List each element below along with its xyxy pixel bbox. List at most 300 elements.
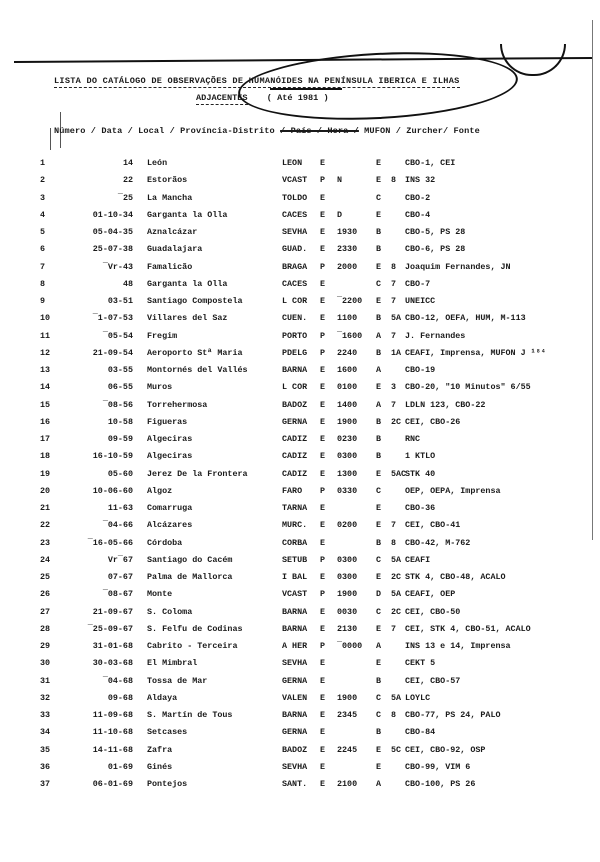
row-source: CBO-20, "10 Minutos" 6/55 [405, 382, 531, 393]
table-row [0, 676, 600, 693]
row-mufon: A [376, 365, 382, 375]
row-number: 22 [40, 520, 51, 531]
row-date: 06-01-69 [92, 779, 133, 789]
row-local: Santiago do Cacém [147, 554, 233, 565]
row-mufon: B [376, 675, 382, 686]
row-province: VALEN [282, 692, 308, 703]
row-number: 24 [40, 554, 51, 565]
row-source: Joaquim Fernandes, JN [405, 261, 511, 272]
row-source: 1 KTLO [405, 451, 436, 462]
row-date: ¯25-09-67 [87, 623, 133, 634]
row-date: 14-11-68 [92, 744, 133, 755]
row-source: CBO-5, PS 28 [405, 227, 466, 237]
table-row [0, 158, 600, 175]
table-row [0, 503, 600, 520]
row-country: E [320, 451, 326, 462]
row-source: CBO-36 [405, 503, 436, 513]
row-source: CBO-19 [405, 365, 436, 375]
row-province: GUAD. [282, 244, 308, 255]
row-hour: ¯0000 [337, 641, 363, 651]
row-mufon: E [376, 761, 382, 772]
row-local: Zafra [147, 744, 173, 755]
row-mufon: E [376, 658, 382, 669]
row-hour: 2100 [337, 779, 358, 789]
row-mufon: E [376, 158, 382, 168]
row-date: 10-58 [107, 416, 133, 427]
row-mufon: E [376, 520, 382, 531]
row-hour: 2345 [337, 710, 358, 720]
row-date: 03-51 [107, 296, 133, 306]
row-local: Estorãos [147, 175, 188, 186]
subtitle-text: ADJACENTES [196, 93, 248, 103]
row-date: 07-67 [107, 572, 133, 582]
subtitle-date: ( Até 1981 ) [266, 93, 329, 103]
table-row [0, 624, 600, 641]
row-mufon: C [376, 554, 382, 565]
row-local: Aznalcázar [147, 227, 198, 237]
row-source: CBO-77, PS 24, PALO [405, 710, 501, 720]
row-mufon: E [376, 296, 382, 306]
row-local: Torrehermosa [147, 399, 208, 410]
row-hour: 0300 [337, 554, 358, 565]
row-mufon: E [376, 209, 382, 220]
row-mufon: B [376, 434, 382, 444]
row-province: CADIZ [282, 451, 308, 462]
row-number: 25 [40, 572, 51, 582]
row-local: S. Coloma [147, 606, 193, 617]
table-row [0, 451, 600, 468]
row-local: Famalicão [147, 261, 193, 272]
row-source: CEAFI, Imprensa, MUFON J ¹⁸⁴ [405, 347, 546, 358]
row-mufon: D [376, 589, 382, 600]
row-country: E [320, 244, 326, 255]
row-date: 11-09-68 [92, 710, 133, 720]
row-local: Muros [147, 382, 173, 393]
row-local: Montornés del Vallés [147, 365, 248, 375]
row-mufon: C [376, 606, 382, 617]
row-province: LEON [282, 158, 303, 168]
row-source: CEI, CBO-41 [405, 520, 461, 531]
row-mufon: C [376, 485, 382, 496]
row-hour: 1930 [337, 227, 358, 237]
row-country: P [320, 485, 326, 496]
row-source: CBO-7 [405, 278, 431, 289]
row-zurcher: 8 [391, 261, 397, 272]
row-mufon: A [376, 330, 382, 341]
row-province: SANT. [282, 779, 308, 789]
row-source: CEI, CBO-92, OSP [405, 744, 486, 755]
row-number: 10 [40, 313, 51, 324]
table-row [0, 400, 600, 417]
row-province: PDELG [282, 347, 308, 358]
row-date: 16-10-59 [92, 451, 133, 462]
row-local: Algoz [147, 485, 173, 496]
row-number: 19 [40, 468, 51, 479]
table-row [0, 607, 600, 624]
row-country: P [320, 554, 326, 565]
row-hour: 2330 [337, 244, 358, 255]
row-number: 32 [40, 692, 51, 703]
row-source: LOYLC [405, 692, 431, 703]
row-province: L COR [282, 382, 308, 393]
table-row [0, 710, 600, 727]
row-date: 01-10-34 [92, 209, 133, 220]
row-local: La Mancha [147, 192, 193, 203]
row-zurcher: 5A [391, 554, 402, 565]
row-mufon: E [376, 175, 382, 186]
row-number: 27 [40, 606, 51, 617]
row-zurcher: 2C [391, 416, 402, 427]
row-country: E [320, 779, 326, 789]
row-date: ¯05-54 [102, 330, 133, 341]
row-hour: 2130 [337, 623, 358, 634]
row-country: E [320, 761, 326, 772]
row-province: GERNA [282, 675, 308, 686]
row-hour: 0200 [337, 520, 358, 531]
row-hour: D [337, 209, 343, 220]
row-mufon: E [376, 382, 382, 393]
row-mufon: B [376, 313, 382, 324]
row-mufon: E [376, 503, 382, 513]
row-hour: 1900 [337, 589, 358, 600]
row-hour: ¯1600 [337, 330, 363, 341]
row-number: 35 [40, 744, 51, 755]
row-hour: 1900 [337, 692, 358, 703]
row-local: Cabrito - Terceira [147, 641, 238, 651]
row-zurcher: 7 [391, 399, 397, 410]
row-source: CBO-2 [405, 192, 431, 203]
row-zurcher: 7 [391, 330, 397, 341]
table-row [0, 175, 600, 192]
row-date: ¯04-68 [102, 675, 133, 686]
table-row [0, 589, 600, 606]
row-province: SETUB [282, 554, 308, 565]
row-zurcher: 2C [391, 572, 402, 582]
row-mufon: B [376, 347, 382, 358]
row-country: E [320, 606, 326, 617]
row-country: E [320, 520, 326, 531]
row-hour: 2000 [337, 261, 358, 272]
row-province: GERNA [282, 416, 308, 427]
row-hour: 2245 [337, 744, 358, 755]
row-mufon: B [376, 227, 382, 237]
table-row [0, 365, 600, 382]
row-province: A HER [282, 641, 308, 651]
table-row [0, 210, 600, 227]
table-row [0, 779, 600, 796]
row-number: 18 [40, 451, 51, 462]
row-province: CACES [282, 209, 308, 220]
row-local: Garganta la Olla [147, 278, 228, 289]
row-number: 23 [40, 537, 51, 548]
row-province: CACES [282, 278, 308, 289]
row-province: BARNA [282, 606, 308, 617]
row-mufon: E [376, 468, 382, 479]
row-date: ¯1-07-53 [92, 313, 133, 324]
row-number: 20 [40, 485, 51, 496]
row-source: CEI, CBO-26 [405, 416, 461, 427]
table-row [0, 348, 600, 365]
row-number: 8 [40, 278, 46, 289]
row-local: Ginés [147, 761, 173, 772]
row-province: BRAGA [282, 261, 308, 272]
row-province: CORBA [282, 537, 308, 548]
row-country: E [320, 434, 326, 444]
row-zurcher: 7 [391, 278, 397, 289]
table-row [0, 745, 600, 762]
row-date: 21-09-54 [92, 347, 133, 358]
row-date: ¯08-56 [102, 399, 133, 410]
row-local: Aldaya [147, 692, 178, 703]
row-number: 21 [40, 503, 51, 513]
row-number: 9 [40, 296, 46, 306]
row-hour: 1900 [337, 416, 358, 427]
row-mufon: E [376, 572, 382, 582]
table-row [0, 762, 600, 779]
row-source: OEP, OEPA, Imprensa [405, 485, 501, 496]
row-zurcher: 8 [391, 175, 397, 186]
column-header-part1: Número / Data / Local / Província-Distrito [54, 126, 281, 136]
row-number: 16 [40, 416, 51, 427]
row-number: 33 [40, 710, 51, 720]
row-date: 25-07-38 [92, 244, 133, 255]
row-local: Guadalajara [147, 244, 203, 255]
row-country: E [320, 623, 326, 634]
row-number: 15 [40, 399, 51, 410]
row-date: ¯Vr-43 [102, 261, 133, 272]
row-number: 26 [40, 589, 51, 600]
row-province: PORTO [282, 330, 308, 341]
row-local: Comarruga [147, 503, 193, 513]
row-country: E [320, 658, 326, 669]
document-title: LISTA DO CATÁLOGO DE OBSERVAÇÕES DE HUMANÓIDES NA PENÍNSULA IBERICA E ILHAS [54, 76, 460, 86]
row-province: GERNA [282, 727, 308, 738]
row-hour: 0100 [337, 382, 358, 393]
row-province: SEVHA [282, 761, 308, 772]
row-number: 6 [40, 244, 46, 255]
row-zurcher: 8 [391, 537, 397, 548]
row-number: 5 [40, 227, 46, 237]
row-province: SEVHA [282, 227, 308, 237]
row-country: E [320, 278, 326, 289]
table-row [0, 727, 600, 744]
row-country: P [320, 641, 326, 651]
table-row [0, 538, 600, 555]
row-local: Córdoba [147, 537, 183, 548]
row-date: 06-55 [107, 382, 133, 393]
row-hour: 1400 [337, 399, 358, 410]
row-local: Tossa de Mar [147, 675, 208, 686]
table-row [0, 382, 600, 399]
row-mufon: B [376, 244, 382, 255]
row-local: Santiago Compostela [147, 296, 243, 306]
row-mufon: E [376, 623, 382, 634]
row-province: TARNA [282, 503, 308, 513]
row-local: Setcases [147, 727, 188, 738]
column-header [54, 126, 480, 136]
row-local: S. Felfu de Codinas [147, 623, 243, 634]
row-zurcher: 2C [391, 606, 402, 617]
row-date: 05-04-35 [92, 227, 133, 237]
row-hour: 2240 [337, 347, 358, 358]
row-local: Fregim [147, 330, 178, 341]
column-header-struck: / País / Hora / [280, 126, 359, 136]
row-source: STK 4, CBO-48, ACALO [405, 572, 506, 582]
row-country: E [320, 675, 326, 686]
row-date: 01-69 [107, 761, 133, 772]
row-country: P [320, 330, 326, 341]
row-mufon: C [376, 692, 382, 703]
row-province: FARO [282, 485, 303, 496]
table-row [0, 262, 600, 279]
row-number: 14 [40, 382, 51, 393]
row-country: E [320, 503, 326, 513]
row-hour: 1300 [337, 468, 358, 479]
row-country: E [320, 692, 326, 703]
table-row [0, 193, 600, 210]
row-country: E [320, 416, 326, 427]
row-mufon: A [376, 641, 382, 651]
row-date: 11-63 [107, 503, 133, 513]
row-province: CADIZ [282, 468, 308, 479]
row-source: INS 13 e 14, Imprensa [405, 641, 511, 651]
row-country: E [320, 296, 326, 306]
table-row [0, 486, 600, 503]
row-province: BADOZ [282, 399, 308, 410]
row-hour: 0330 [337, 485, 358, 496]
row-country: P [320, 347, 326, 358]
table-row [0, 469, 600, 486]
row-source: CBO-99, VIM 6 [405, 761, 471, 772]
row-country: E [320, 727, 326, 738]
row-country: P [320, 261, 326, 272]
row-mufon: B [376, 537, 382, 548]
row-date: 30-03-68 [92, 658, 133, 669]
row-source: STK 40 [405, 468, 436, 479]
row-hour: 0030 [337, 606, 358, 617]
row-mufon: A [376, 779, 382, 789]
row-province: BARNA [282, 710, 308, 720]
row-mufon: B [376, 416, 382, 427]
row-hour: 0300 [337, 572, 358, 582]
row-number: 36 [40, 761, 51, 772]
row-country: E [320, 468, 326, 479]
row-mufon: E [376, 744, 382, 755]
row-number: 34 [40, 727, 51, 738]
row-source: CBO-4 [405, 209, 431, 220]
document-subtitle [196, 93, 329, 103]
row-source: J. Fernandes [405, 330, 466, 341]
row-local: Figueras [147, 416, 188, 427]
row-province: SEVHA [282, 658, 308, 669]
row-source: CEI, CBO-57 [405, 675, 461, 686]
row-province: CUEN. [282, 313, 308, 324]
row-hour: ¯2200 [337, 296, 363, 306]
row-local: Palma de Mallorca [147, 572, 233, 582]
row-number: 28 [40, 623, 51, 634]
row-hour: 1600 [337, 365, 358, 375]
row-number: 30 [40, 658, 51, 669]
row-province: I BAL [282, 572, 308, 582]
row-date: 09-59 [107, 434, 133, 444]
row-country: E [320, 227, 326, 237]
row-local: Jerez De la Frontera [147, 468, 248, 479]
table-row [0, 658, 600, 675]
row-zurcher: 7 [391, 520, 397, 531]
row-number: 37 [40, 779, 51, 789]
row-country: E [320, 209, 326, 220]
row-date: 22 [122, 175, 133, 186]
row-mufon: C [376, 278, 382, 289]
row-mufon: C [376, 710, 382, 720]
row-country: E [320, 710, 326, 720]
row-country: E [320, 537, 326, 548]
table-row [0, 520, 600, 537]
row-zurcher: 5AC [391, 468, 407, 479]
row-date: 31-01-68 [92, 641, 133, 651]
row-local: Algeciras [147, 434, 193, 444]
row-country: E [320, 572, 326, 582]
row-country: E [320, 313, 326, 324]
row-hour: N [337, 175, 343, 186]
row-zurcher: 5A [391, 692, 402, 703]
row-province: BARNA [282, 623, 308, 634]
row-zurcher: 7 [391, 296, 397, 306]
table-row [0, 572, 600, 589]
row-zurcher: 5A [391, 589, 402, 600]
row-country: P [320, 589, 326, 600]
row-source: CEKT 5 [405, 658, 436, 669]
row-date: ¯04-66 [102, 520, 133, 531]
row-local: Alcázares [147, 520, 193, 531]
catalog-table [0, 158, 600, 796]
row-source: UNEICC [405, 296, 436, 306]
row-date: Vr¯67 [107, 554, 133, 565]
row-local: S. Martín de Tous [147, 710, 233, 720]
row-source: RNC [405, 434, 421, 444]
row-date: ¯25 [117, 192, 133, 203]
row-local: El Mimbral [147, 658, 198, 669]
row-source: CBO-84 [405, 727, 436, 738]
handwritten-underline [270, 88, 342, 90]
row-province: CADIZ [282, 434, 308, 444]
row-date: ¯16-05-66 [87, 537, 133, 548]
row-zurcher: 3 [391, 382, 397, 393]
row-province: BARNA [282, 365, 308, 375]
row-date: 48 [122, 278, 133, 289]
table-row [0, 279, 600, 296]
row-country: E [320, 399, 326, 410]
table-row [0, 227, 600, 244]
row-province: BADOZ [282, 744, 308, 755]
row-date: 21-09-67 [92, 606, 133, 617]
row-number: 4 [40, 209, 46, 220]
row-number: 7 [40, 261, 46, 272]
table-row [0, 331, 600, 348]
row-local: Pontejos [147, 779, 188, 789]
row-number: 29 [40, 641, 51, 651]
row-number: 17 [40, 434, 51, 444]
table-row [0, 313, 600, 330]
row-province: L COR [282, 296, 308, 306]
row-province: VCAST [282, 175, 308, 186]
row-country: E [320, 744, 326, 755]
row-local: Aeroporto Stª Maria [147, 347, 243, 358]
row-number: 3 [40, 192, 46, 203]
row-zurcher: 7 [391, 623, 397, 634]
row-zurcher: 5A [391, 313, 402, 324]
row-local: Algeciras [147, 451, 193, 462]
